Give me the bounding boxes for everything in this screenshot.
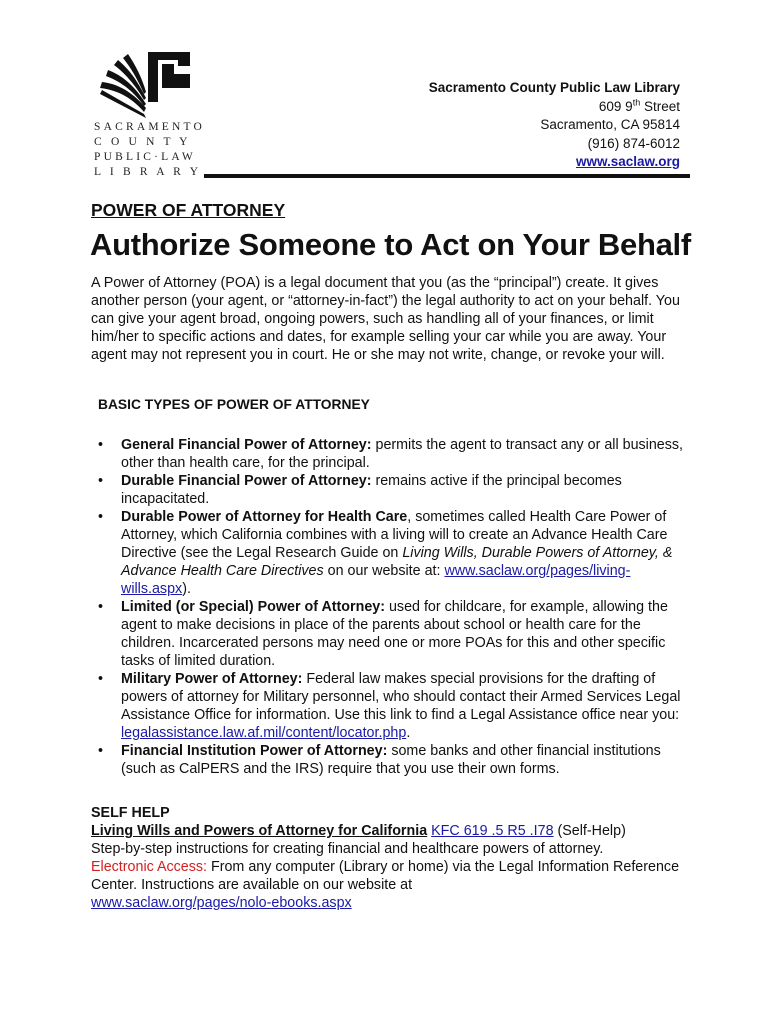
legal-assistance-link[interactable]: legalassistance.law.af.mil/content/locator.php: [121, 725, 407, 741]
list-item: [96, 742, 696, 778]
open-book-logo-icon: [94, 48, 204, 120]
logo-line: L I B R A R Y: [94, 166, 202, 178]
logo-line: SACRAMENTO: [94, 121, 206, 133]
living-wills-link[interactable]: www.saclaw.org/pages/living-wills.aspx: [121, 563, 631, 597]
item-term: Durable Financial Power of Attorney:: [121, 473, 372, 489]
bullet-icon: •: [98, 599, 104, 615]
item-text: used for childcare, for example, allowing the agent to make decisions in place of the parents about school or health care for the children. Incarcerated persons may need one or more POAs for this and other specific tasks of limited duration.: [121, 599, 668, 669]
electronic-access: [91, 858, 691, 894]
access-text: From any computer (Library or home) via the Legal Information Reference Center. Instructions are available on our website at: [91, 859, 680, 893]
self-help-section: [91, 804, 691, 912]
list-item: [96, 670, 696, 742]
intro-paragraph: A Power of Attorney (POA) is a legal document that you (as the “principal”) create. It gives another person (your agent, or “attorney-in-fact”) the legal authority to act on your behalf. You can give your agent broad, ongoing powers, such as handling all of your finances, or limit him/her to specific actions and dates, for example selling your car while you are away. Your agent may not represent you in court. He or she may not write, change, or revoke your will.: [91, 275, 680, 363]
document-kicker: POWER OF ATTORNEY: [91, 200, 286, 220]
call-suffix: (Self-Help): [553, 823, 626, 839]
logo-wordmark: [94, 120, 204, 180]
book-entry: [91, 822, 691, 840]
bullet-icon: •: [98, 509, 104, 525]
item-text: on our website at:: [323, 563, 445, 579]
header-divider: [204, 174, 690, 178]
library-address: [429, 79, 680, 172]
access-label: Electronic Access:: [91, 859, 208, 875]
library-logo: [94, 48, 204, 178]
street-number: 609 9: [598, 98, 633, 114]
item-text: Federal law makes special provisions for the drafting of powers of attorney for Military personnel, who should contact their Armed Services Legal Assistance Office for information. Use this link to find a Legal Assistance office near you:: [121, 671, 681, 723]
item-text: , sometimes called Health Care Power of Attorney, which California combines with a living will to create an Advance Health Care Directive (see the Legal Research Guide on: [121, 509, 668, 561]
item-term: Durable Power of Attorney for Health Care: [121, 509, 408, 525]
item-text: remains active if the principal becomes incapacitated.: [121, 473, 622, 507]
list-item: [96, 436, 696, 472]
self-help-heading: SELF HELP: [91, 805, 170, 821]
call-number-link[interactable]: KFC 619 .5 R5 .I78: [431, 823, 554, 839]
item-text: ).: [182, 581, 191, 597]
bullet-icon: •: [98, 743, 104, 759]
item-text: .: [406, 725, 411, 741]
logo-line: PUBLIC·LAW: [94, 151, 196, 163]
basic-types-heading: BASIC TYPES OF POWER OF ATTORNEY: [98, 397, 370, 412]
item-text: some banks and other financial institutions (such as CalPERS and the IRS) require that you use their own forms.: [121, 743, 661, 777]
guide-title: Living Wills, Durable Powers of Attorney, & Advance Health Care Directives: [121, 545, 673, 579]
item-text: permits the agent to transact any or all business, other than health care, for the principal.: [121, 437, 684, 471]
nolo-ebooks-link[interactable]: www.saclaw.org/pages/nolo-ebooks.aspx: [91, 895, 352, 911]
logo-line: C O U N T Y: [94, 136, 191, 148]
page-title: Authorize Someone to Act on Your Behalf: [90, 227, 691, 262]
list-item: [96, 472, 696, 508]
bullet-icon: •: [98, 671, 104, 687]
phone-number: (916) 874-6012: [587, 135, 680, 151]
list-item: [96, 508, 696, 598]
list-item: [96, 598, 696, 670]
bullet-icon: •: [98, 473, 104, 489]
street-name: Street: [640, 98, 680, 114]
city-state-zip: Sacramento, CA 95814: [540, 117, 680, 132]
street-ordinal: th: [632, 97, 641, 107]
book-title: Living Wills and Powers of Attorney for California: [91, 823, 428, 839]
website-link[interactable]: www.saclaw.org: [575, 154, 680, 169]
item-term: Financial Institution Power of Attorney:: [121, 743, 388, 759]
item-term: Limited (or Special) Power of Attorney:: [121, 599, 385, 615]
street-address: [429, 98, 680, 117]
library-name: Sacramento County Public Law Library: [428, 80, 680, 95]
book-description: Step-by-step instructions for creating financial and healthcare powers of attorney.: [91, 841, 604, 857]
poa-types-list: [96, 436, 696, 778]
bullet-icon: •: [98, 437, 104, 453]
item-term: General Financial Power of Attorney:: [121, 437, 372, 453]
item-term: Military Power of Attorney:: [121, 671, 303, 687]
